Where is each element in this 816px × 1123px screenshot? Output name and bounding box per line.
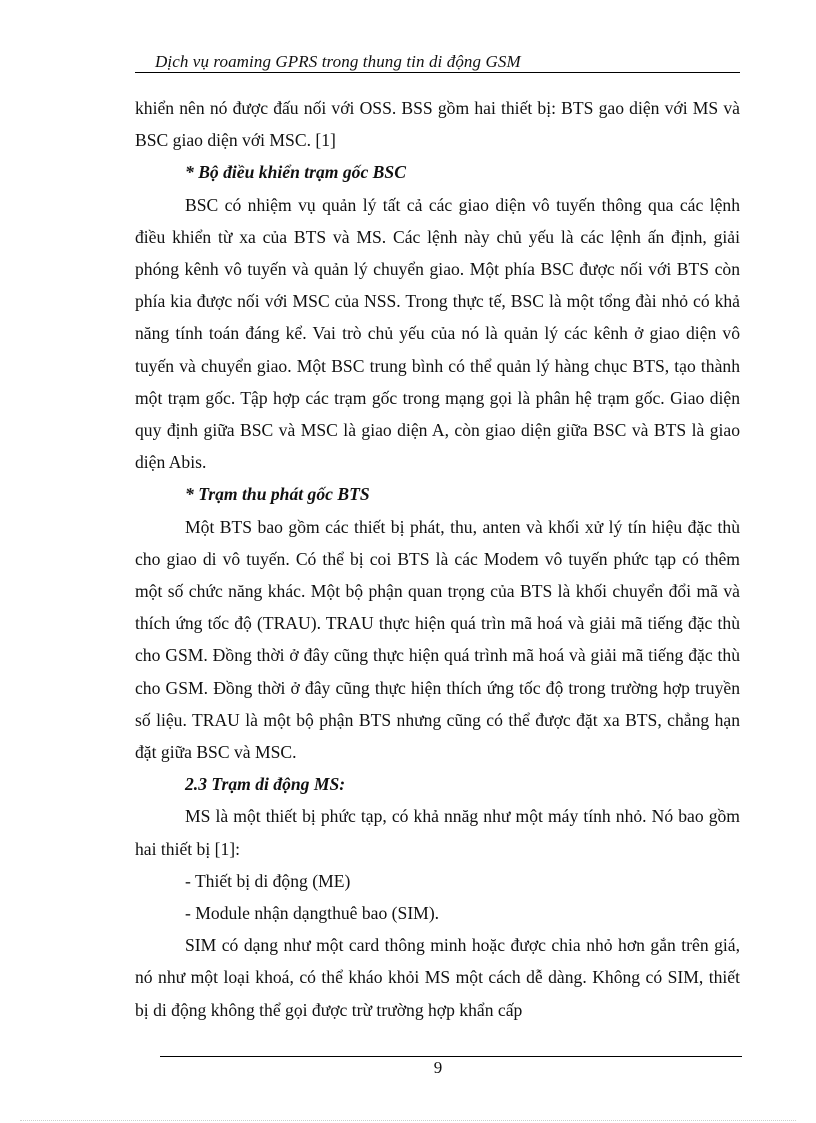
page-body — [135, 92, 740, 1026]
page-edge-dotted-line — [20, 1120, 796, 1121]
paragraph-sim: SIM có dạng như một card thông minh hoặc được chia nhỏ hơn gắn trên giá, nó như một loại khoá, có thể kháo khỏi MS một cách dễ dàng. Không có SIM, thiết bị di động không thể gọi được trừ trường hợp khẩn cấp — [135, 935, 740, 1020]
paragraph-continued: khiển nên nó được đấu nối với OSS. BSS gồm hai thiết bị: BTS gao diện với MS và BSC giao diện với MSC. [1] — [135, 98, 740, 151]
footer-rule — [160, 1056, 742, 1057]
section-heading-bts: * Trạm thu phát gốc BTS — [185, 484, 370, 505]
paragraph-ms: MS là một thiết bị phức tạp, có khả nnăg như một máy tính nhỏ. Nó bao gồm hai thiết bị [1]: — [135, 806, 740, 859]
paragraph-bts: Một BTS bao gồm các thiết bị phát, thu, anten và khối xử lý tín hiệu đặc thù cho giao di vô tuyến. Có thể bị coi BTS là các Modem vô tuyến phức tạp có thêm một số chức năng khác. Một bộ phận quan trọng của BTS là khối chuyển đổi mã và thích ứng tốc độ (TRAU). TRAU thực hiện quá trìn mã hoá và giải mã tiếng đặc thù cho GSM. Đồng thời ở đây cũng thực hiện quá trình mã hoá và giải mã tiếng đặc thù cho GSM. Đồng thời ở đây cũng thực hiện thích ứng tốc độ trong trường hợp truyền số liệu. TRAU là một bộ phận BTS nhưng cũng có thể được đặt xa BTS, chẳng hạn đặt giữa BSC và MSC. — [135, 516, 740, 763]
page-number: 9 — [433, 1058, 443, 1077]
section-heading-bsc: * Bộ điều khiển trạm gốc BSC — [185, 162, 406, 183]
list-item-sim: - Module nhận dạngthuê bao (SIM). — [185, 903, 440, 924]
section-heading-ms: 2.3 Trạm di động MS: — [185, 774, 346, 795]
header-title: Dịch vụ roaming GPRS trong thung tin di động GSM — [155, 52, 521, 71]
list-item-me: - Thiết bị di động (ME) — [185, 870, 351, 891]
running-header — [135, 52, 740, 73]
paragraph-bsc: BSC có nhiệm vụ quản lý tất cả các giao diện vô tuyến thông qua các lệnh điều khiển từ xa của BTS và MS. Các lệnh này chủ yếu là các lệnh ấn định, giải phóng kênh vô tuyến và quản lý chuyển giao. Một phía BSC được nối với BTS còn phía kia được nối với MSC của NSS. Trong thực tế, BSC là một tổng đài nhỏ có khả năng tính toán đáng kể. Vai trò chủ yếu của nó là quản lý các kênh ở giao diện vô tuyến và chuyển giao. Một BSC trung bình có thể quản lý hàng chục BTS, tạo thành một trạm gốc. Tập hợp các trạm gốc trong mạng gọi là phân hệ trạm gốc. Giao diện quy định giữa BSC và MSC là giao diện A, còn giao diện giữa BSC và BTS là giao diện Abis. — [135, 194, 740, 473]
